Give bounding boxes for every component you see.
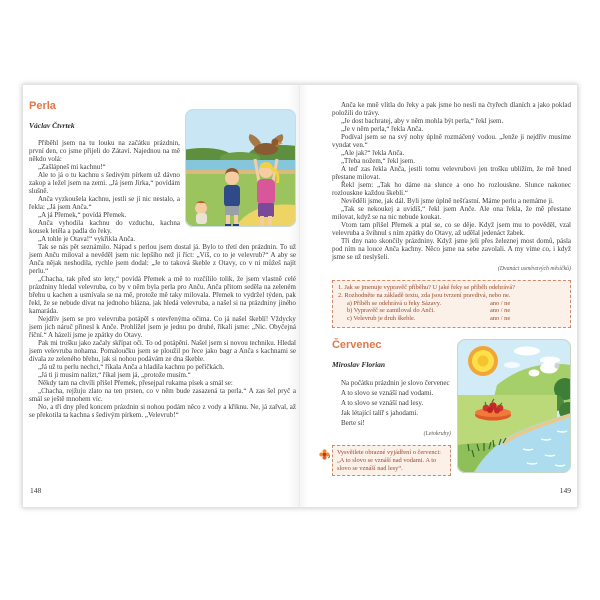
story-paragraph: Anča vyzkoušela kachnu, jestli se jí nic nestalo, a řekla: „Já jsem Anča.“: [29, 195, 180, 211]
poem-title: Červenec: [331, 338, 382, 351]
story-paragraph: „Je v něm perla,“ řekla Anča.: [340, 125, 424, 133]
page-right: [300, 85, 577, 507]
story-paragraph: Nejdřív jsem se pro velevruba potápěl s otevřenýma očima. Co já našel škeblí! Vždycky jsem jich náruč přinesl k Anče. Prohlížel jsem je jednu po druhé, říkali jsme: „Nic. Obyčejná říční.“ A házeli jsme je zpátky do Otavy.: [29, 315, 296, 339]
exercise-box: [332, 280, 571, 328]
poem-illustration: [457, 339, 571, 473]
story-paragraph: Podíval jsem se na svý nohy úplně rozmáčený vodou. „Jenže ji nejdřív musíme vyndat ven.“: [331, 133, 571, 149]
task-row: [332, 445, 451, 476]
exercise-item-options: ano / ne: [489, 299, 511, 307]
story-title: Perla: [29, 100, 56, 112]
exercise-item-c: [338, 315, 565, 323]
story-paragraph: Tři dny nato skončily prázdniny. Když jsme jeli přes železnej most domů, pásla pod ním na louce Anča kachny. Něco jsme na sebe zavolali. A my víme co, i když jsme se už neslyšeli.: [331, 237, 571, 261]
exercise-item-label: a) Příběh se odehrává u řeky Sázavy.: [346, 299, 442, 307]
story-paragraph: Tak se nás pět seznámilo. Nápad s perlou jsem dostal já. Bylo to třetí den prázdnin. To už jsem Anču miloval a nevěděl jsem nic lepšího než jí říct: „Víš, co to je velevrub?“ A aby se Anča nějak neshodila, rychle jsem dodal: „Je to taková škeble z Otavy, co v ní můžeš najít perlu.“: [29, 243, 296, 275]
poem-line: Jak létající talíř s jahodami.: [340, 408, 419, 417]
page-number-left: 148: [30, 486, 42, 495]
story-paragraph: „Zašlápneš mi kachnu!“: [38, 163, 106, 171]
exercise-item-label: c) Velevrub je druh škeble.: [346, 315, 416, 323]
story-paragraph: „Chacha, rejžuju zlato na ten prsten, co v něm bude zasazená ta perla.“ A zas šel pryč a smál se ještě mnohem víc.: [29, 387, 296, 403]
poem-line: A to slovo se vznáší nad lesy.: [340, 398, 424, 407]
poem-author: Miroslav Florian: [331, 359, 386, 369]
story-paragraph: Anča ke mně vlítla do řeky a pak jsme ho nesli na čtyřech dlaních a jako poklad položili do trávy.: [331, 101, 571, 117]
story-illustration-girl-duck: [185, 109, 296, 227]
story-paragraph: „Já ti ji musím nalízt,“ říkal jsem já, „protože musím.“: [38, 371, 191, 379]
story-paragraph: „Chacha, tak před sto lety,“ povídá Přemek a mě to rozčílilo tolik, že jsem vlastně celé prázdniny hledal velevruba, co by v něm byla perla pro Anču. Anča přitom seděla na zeleném břehu u kachen a usmívala se na mě, protože mě taky milovala. Přemek to vydržel týden, pak řekl, že se nebude dívat na jednoho blázna, jak hledá velevruba, a našel si na prázdniny jiného kamaráda.: [29, 275, 296, 315]
exercise-item-label: b) Vypravěč se zamiloval do Anči.: [346, 307, 435, 315]
poem-line: Berte si!: [340, 418, 365, 427]
story-paragraph: Vtom tam přišel Přemek a ptal se, co se děje. Když jsem mu to pověděl, vzal velevruba a švihnul s ním zpátky do Otavy, až udělal jedenáct žabek.: [331, 221, 571, 237]
story-source-attribution: (Dvanáct usměvavých měsíčků): [497, 266, 571, 272]
page-left: [23, 85, 300, 507]
story-paragraph: Někdy tam na chvíli přišel Přemek, přesejpal rukama písek a smál se:: [38, 379, 233, 387]
poem-line: A to slovo se vznáší nad vodami.: [340, 388, 434, 397]
exercise-question: 1. Jak se jmenuje vypravěč příběhu? U jaké řeky se příběh odehrává?: [337, 284, 516, 291]
exercise-question: 2. Rozhodněte na základě textu, zda jsou tvrzení pravdivá, nebo ne.: [337, 291, 511, 299]
story-paragraph: Přiběhl jsem na tu louku na začátku prázdnin, první den, co jsme přijeli do Zátaví. Najednou na mě někdo volá:: [29, 139, 180, 163]
story-author: Václav Čtvrtek: [29, 121, 75, 130]
summer-landscape-illustration: [457, 339, 571, 473]
story-paragraph: „Třeba nožem,“ řekl jsem.: [340, 157, 415, 165]
story-paragraph: Ale to já o tu kachnu s šedivým pírkem už dávno zakop a ležel jsem na zemi. „Já jsem Jirka,“ povídám slušně.: [29, 171, 180, 195]
page-number-right: 149: [559, 486, 571, 495]
exercise-questions: [338, 284, 565, 300]
story-paragraph: No, a tři dny před koncem prázdnin si nohou podám něco z vody a křiknu. Ne, já zařval, až se překotila ta kachna s šedivým pírkem. „Velevrub!“: [29, 403, 296, 419]
story-paragraph: Řekl jsem: „Tak ho dáme na slunce a ono ho rozlouskne. Slunce nakonec rozlouskne každou škebli.“: [331, 181, 571, 197]
story-text-right: [332, 101, 571, 261]
poem-section: [332, 339, 571, 476]
story-paragraph: „Je dost bachratej, aby v něm mohla být perla,“ řekl jsem.: [340, 117, 504, 125]
story-paragraph: Anča vyhodila kachnu do vzduchu, kachna kousek letěla a padla do řeky.: [29, 219, 180, 235]
meadow-duck-illustration: [185, 109, 296, 227]
exercise-item-options: ano / ne: [489, 307, 511, 315]
story-paragraph: „Tak se nekoukej a uvidíš,“ řekl jsem Anče. Ale ona řekla, že mě přestane milovat, když se na nic nebude koukat.: [331, 205, 571, 221]
story-paragraph: „A já Přemek,“ povídá Přemek.: [38, 211, 127, 219]
story-paragraph: A teď zas řekla Anča, jestli tomu velevrubovi jen trošku ublížím, že mě hned přestane milovat.: [331, 165, 571, 181]
story-paragraph: Nevěděli jsme, jak dál. Byli jsme úplně nešťastní. Máme perlu a nemáme ji.: [340, 197, 554, 205]
story-paragraph: „A tohle je Otava!“ vykřikla Anča.: [38, 235, 136, 243]
poem-attribution: (Letokruhy): [423, 430, 451, 437]
story-paragraph: Pak mi trošku jako začaly skřípat oči. To od potápění. Našel jsem si novou techniku. Hledal jsem velevruba nohama. Pomaloučku jsem se ploužil po řece jako bagr a Anča s kachnami se dívala ze zeleného břehu, jak si nohou podávám ze dna škeble.: [29, 339, 296, 363]
exercise-item-options: ano / ne: [489, 315, 511, 323]
book-spread: [22, 84, 578, 508]
poem-line: Na počátku prázdnin je slovo červenec: [340, 378, 450, 387]
exercise-item-a: [338, 300, 565, 308]
story-paragraph: „Ale jak?“ řekla Anča.: [340, 149, 405, 157]
exercise-item-b: [338, 307, 565, 315]
flower-icon: [319, 449, 330, 460]
task-box: Vysvětlete obrazné vyjádření o červenci: „A to slovo se vznáší nad vodami. A to slovo se vznáší nad lesy“.: [332, 445, 451, 476]
story-paragraph: „Já už tu perlu nechci,“ říkala Anča a hladila kachnu po peříčkách.: [38, 363, 225, 371]
